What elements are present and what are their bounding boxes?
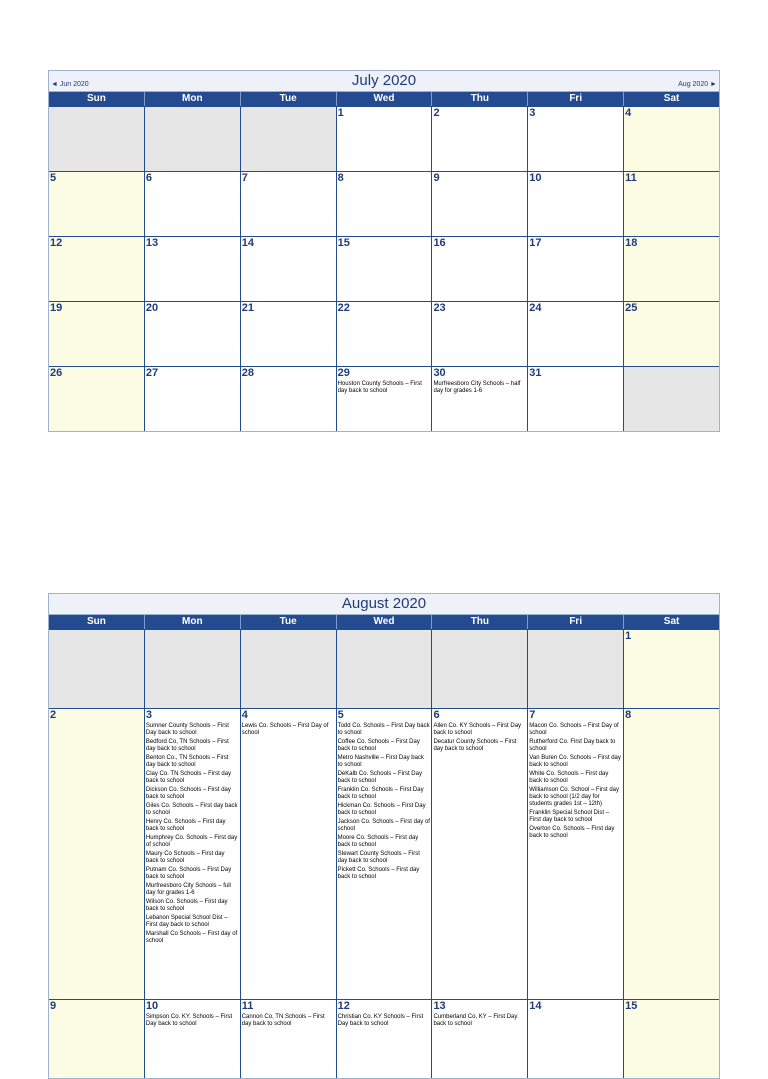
- weekday-label: Tue: [241, 615, 337, 629]
- weekday-label: Sat: [663, 616, 680, 627]
- week-row: [49, 106, 719, 171]
- event-item[interactable]: Cannon Co, TN Schools – First day back to school: [241, 1014, 325, 1027]
- day-number[interactable]: 8: [337, 172, 344, 184]
- day-cell[interactable]: [337, 172, 433, 236]
- day-number[interactable]: 16: [433, 237, 446, 249]
- day-number[interactable]: 5: [50, 172, 57, 184]
- event-item[interactable]: Murfreesboro City Schools – half day for grades 1-6: [433, 381, 521, 394]
- week-row: [49, 708, 719, 999]
- event-item[interactable]: Williamson Co. School – First day back to school (1/2 day for students grades 1st – 12th): [529, 787, 619, 807]
- calendar-header: [49, 594, 719, 615]
- day-number[interactable]: 7: [529, 709, 536, 721]
- event-list: [241, 723, 336, 737]
- day-cell[interactable]: [528, 107, 624, 171]
- day-number[interactable]: 10: [145, 1000, 159, 1012]
- event-item[interactable]: Wilson Co. Schools – First day back to school: [145, 899, 228, 912]
- day-cell[interactable]: [432, 107, 528, 171]
- day-number[interactable]: 21: [241, 302, 254, 314]
- event-item[interactable]: Henry Co. Schools – First day back to school: [145, 819, 226, 832]
- week-row: [49, 629, 719, 708]
- week-row: [49, 301, 719, 366]
- day-number[interactable]: 13: [145, 237, 159, 249]
- weekday-label: Fri: [528, 92, 624, 106]
- day-cell[interactable]: [337, 107, 433, 171]
- weekday-label: Fri: [528, 615, 624, 629]
- day-cell[interactable]: [528, 302, 624, 366]
- day-number[interactable]: 15: [625, 1000, 638, 1012]
- weekday-header-row: [49, 615, 719, 629]
- day-cell[interactable]: [145, 367, 241, 431]
- event-list: [145, 1014, 240, 1028]
- weekday-label: Tue: [241, 92, 337, 106]
- day-cell[interactable]: [624, 172, 719, 236]
- event-item[interactable]: Clay Co. TN Schools – First day back to school: [145, 771, 232, 784]
- empty-day-cell: [241, 107, 337, 171]
- weekday-label: Wed: [337, 92, 433, 106]
- day-cell[interactable]: [624, 1000, 719, 1078]
- day-cell[interactable]: [337, 302, 433, 366]
- day-cell[interactable]: [624, 630, 719, 708]
- event-list: [337, 1014, 432, 1028]
- event-item[interactable]: Stewart County Schools – First day back to school: [337, 851, 420, 864]
- calendar-grid: [49, 106, 719, 431]
- prev-month-link[interactable]: ◄ Jun 2020: [51, 81, 89, 88]
- weekday-label: Wed: [337, 615, 433, 629]
- day-cell[interactable]: [624, 709, 719, 999]
- calendar-header: [49, 71, 719, 92]
- day-cell[interactable]: [145, 709, 241, 999]
- weekday-label: Mon: [145, 615, 241, 629]
- day-number[interactable]: 1: [337, 107, 344, 119]
- calendar-grid: [49, 629, 719, 1078]
- empty-day-cell: [528, 630, 624, 708]
- day-number[interactable]: 11: [241, 1000, 254, 1012]
- day-cell[interactable]: [241, 172, 337, 236]
- empty-day-cell: [145, 107, 241, 171]
- weekday-label: Mon: [145, 92, 241, 106]
- event-item[interactable]: Dickson Co. Schools – First day back to school: [145, 787, 231, 800]
- day-number[interactable]: 28: [241, 367, 254, 379]
- day-cell[interactable]: [528, 172, 624, 236]
- day-cell[interactable]: [241, 709, 337, 999]
- day-number[interactable]: 26: [50, 367, 63, 379]
- day-number[interactable]: 14: [241, 237, 254, 249]
- day-cell[interactable]: [528, 237, 624, 301]
- day-cell[interactable]: [528, 709, 624, 999]
- day-number[interactable]: 30: [433, 367, 446, 379]
- day-cell[interactable]: [432, 367, 528, 431]
- day-cell[interactable]: [432, 172, 528, 236]
- event-item[interactable]: Franklin Special School Dist – First day back to school: [529, 810, 609, 823]
- day-number[interactable]: 31: [529, 367, 542, 379]
- event-item[interactable]: Christian Co. KY Schools – First Day back to school: [337, 1014, 424, 1027]
- day-cell[interactable]: [49, 302, 145, 366]
- event-item[interactable]: Coffee Co. Schools – First Day back to school: [337, 739, 420, 752]
- day-number[interactable]: 9: [433, 172, 440, 184]
- day-cell[interactable]: [145, 237, 241, 301]
- day-number[interactable]: 5: [337, 709, 344, 721]
- event-item[interactable]: Benton Co., TN Schools – First day back to school: [145, 755, 229, 768]
- event-list: [432, 723, 527, 753]
- event-item[interactable]: Decatur County Schools – First day back to school: [433, 739, 517, 752]
- month-title: August 2020: [341, 595, 427, 612]
- event-item[interactable]: White Co. Schools – First day back to school: [529, 771, 609, 784]
- weekday-label: Sun: [49, 615, 145, 629]
- day-number[interactable]: 17: [529, 237, 542, 249]
- event-item[interactable]: Moore Co. Schools – First day back to school: [337, 835, 419, 848]
- day-number[interactable]: 6: [145, 172, 152, 184]
- month-title: July 2020: [351, 72, 417, 89]
- day-number[interactable]: 11: [625, 172, 637, 184]
- day-number[interactable]: 4: [241, 709, 248, 721]
- day-cell[interactable]: [49, 172, 145, 236]
- day-cell[interactable]: [432, 709, 528, 999]
- event-item[interactable]: Houston County Schools – First day back to school: [337, 381, 422, 394]
- day-cell[interactable]: [528, 1000, 624, 1078]
- weekday-label: Thu: [432, 92, 528, 106]
- event-item[interactable]: Allen Co. KY Schools – First Day back to school: [433, 723, 522, 736]
- day-cell[interactable]: [432, 302, 528, 366]
- day-number[interactable]: 22: [337, 302, 350, 314]
- event-item[interactable]: Jackson Co. Schools – First day of school: [337, 819, 430, 832]
- day-number[interactable]: 14: [529, 1000, 542, 1012]
- event-item[interactable]: Humphrey Co. Schools – First day of school: [145, 835, 238, 848]
- day-cell[interactable]: [241, 302, 337, 366]
- weekday-header-row: [49, 92, 719, 106]
- day-number[interactable]: 10: [529, 172, 542, 184]
- day-cell[interactable]: [145, 1000, 241, 1078]
- week-row: [49, 171, 719, 236]
- event-item[interactable]: Franklin Co. Schools – First Day back to school: [337, 787, 424, 800]
- next-month-link[interactable]: Aug 2020 ►: [678, 81, 717, 88]
- event-item[interactable]: Todd Co. Schools – First Day back to school: [337, 723, 430, 736]
- day-number[interactable]: 3: [145, 709, 152, 721]
- empty-day-cell: [49, 630, 145, 708]
- event-item[interactable]: DeKalb Co. Schools – First Day back to school: [337, 771, 422, 784]
- event-item[interactable]: Macon Co. Schools – First Day of school: [529, 723, 619, 736]
- event-item[interactable]: Murfreesboro City Schools – full day for grades 1-6: [145, 883, 231, 896]
- empty-day-cell: [624, 367, 719, 431]
- event-item[interactable]: Pickett Co. Schools – First day back to school: [337, 867, 420, 880]
- day-number[interactable]: 24: [529, 302, 542, 314]
- day-number[interactable]: 25: [625, 302, 638, 314]
- day-number[interactable]: 29: [337, 367, 350, 379]
- day-number[interactable]: 27: [145, 367, 159, 379]
- day-cell[interactable]: [337, 1000, 433, 1078]
- day-cell[interactable]: [49, 709, 145, 999]
- day-cell[interactable]: [624, 237, 719, 301]
- day-number[interactable]: 13: [433, 1000, 446, 1012]
- event-item[interactable]: Van Buren Co. Schools – First day back to school: [529, 755, 621, 768]
- day-number[interactable]: 19: [50, 302, 63, 314]
- empty-day-cell: [432, 630, 528, 708]
- day-cell[interactable]: [337, 709, 433, 999]
- day-cell[interactable]: [624, 107, 719, 171]
- event-item[interactable]: Metro Nashville – First Day back to school: [337, 755, 424, 768]
- day-cell[interactable]: [432, 237, 528, 301]
- day-number[interactable]: 9: [50, 1000, 57, 1012]
- day-number[interactable]: 8: [625, 709, 632, 721]
- day-number[interactable]: 6: [433, 709, 440, 721]
- event-item[interactable]: Marshall Co Schools – First day of school: [145, 931, 238, 944]
- day-cell[interactable]: [337, 367, 433, 431]
- calendar-august: [48, 593, 720, 1079]
- day-number[interactable]: 4: [625, 107, 632, 119]
- day-cell[interactable]: [241, 237, 337, 301]
- day-number[interactable]: 2: [50, 709, 57, 721]
- day-cell[interactable]: [432, 1000, 528, 1078]
- empty-day-cell: [337, 630, 433, 708]
- day-number[interactable]: 3: [529, 107, 536, 119]
- event-item[interactable]: Sumner County Schools – First Day back to school: [145, 723, 229, 736]
- event-item[interactable]: Hickman Co. Schools – First Day back to school: [337, 803, 426, 816]
- day-number[interactable]: 2: [433, 107, 440, 119]
- day-cell[interactable]: [49, 237, 145, 301]
- event-list: [432, 381, 527, 395]
- event-list: [337, 381, 432, 395]
- event-item[interactable]: Simpson Co. KY. Schools – First Day back to school: [145, 1014, 233, 1027]
- day-number[interactable]: 12: [50, 237, 63, 249]
- day-number[interactable]: 1: [625, 630, 632, 642]
- event-list: [145, 723, 240, 945]
- calendar-july: [48, 70, 720, 432]
- day-number[interactable]: 15: [337, 237, 350, 249]
- week-row: [49, 999, 719, 1078]
- empty-day-cell: [145, 630, 241, 708]
- weekday-label: Sun: [49, 92, 145, 106]
- week-row: [49, 366, 719, 431]
- day-cell[interactable]: [528, 367, 624, 431]
- empty-day-cell: [241, 630, 337, 708]
- day-cell[interactable]: [241, 367, 337, 431]
- day-cell[interactable]: [337, 237, 433, 301]
- event-item[interactable]: Maury Co Schools – First day back to school: [145, 851, 225, 864]
- weekday-label: Sat: [663, 93, 680, 104]
- event-item[interactable]: Giles Co. Schools – First day back to school: [145, 803, 238, 816]
- event-list: [241, 1014, 336, 1028]
- event-item[interactable]: Overton Co. Schools – First day back to school: [529, 826, 615, 839]
- day-cell[interactable]: [624, 302, 719, 366]
- event-list: [432, 1014, 527, 1028]
- day-cell[interactable]: [145, 172, 241, 236]
- week-row: [49, 236, 719, 301]
- event-item[interactable]: Lebanon Special School Dist – First day back to school: [145, 915, 228, 928]
- event-list: [528, 723, 623, 840]
- day-number[interactable]: 18: [625, 237, 638, 249]
- day-number[interactable]: 12: [337, 1000, 350, 1012]
- event-item[interactable]: Bedford Co, TN Schools – First day back to school: [145, 739, 229, 752]
- event-item[interactable]: Rutherford Co. First Day back to school: [529, 739, 616, 752]
- empty-day-cell: [49, 107, 145, 171]
- day-cell[interactable]: [241, 1000, 337, 1078]
- event-item[interactable]: Cumberland Co, KY – First Day back to school: [433, 1014, 518, 1027]
- day-number[interactable]: 20: [145, 302, 159, 314]
- event-item[interactable]: Lewis Co. Schools – First Day of school: [241, 723, 329, 736]
- weekday-label: Thu: [432, 615, 528, 629]
- day-cell[interactable]: [145, 302, 241, 366]
- day-number[interactable]: 23: [433, 302, 446, 314]
- day-number[interactable]: 7: [241, 172, 248, 184]
- day-cell[interactable]: [49, 1000, 145, 1078]
- event-item[interactable]: Putnam Co. Schools – First Day back to school: [145, 867, 232, 880]
- day-cell[interactable]: [49, 367, 145, 431]
- event-list: [337, 723, 432, 881]
